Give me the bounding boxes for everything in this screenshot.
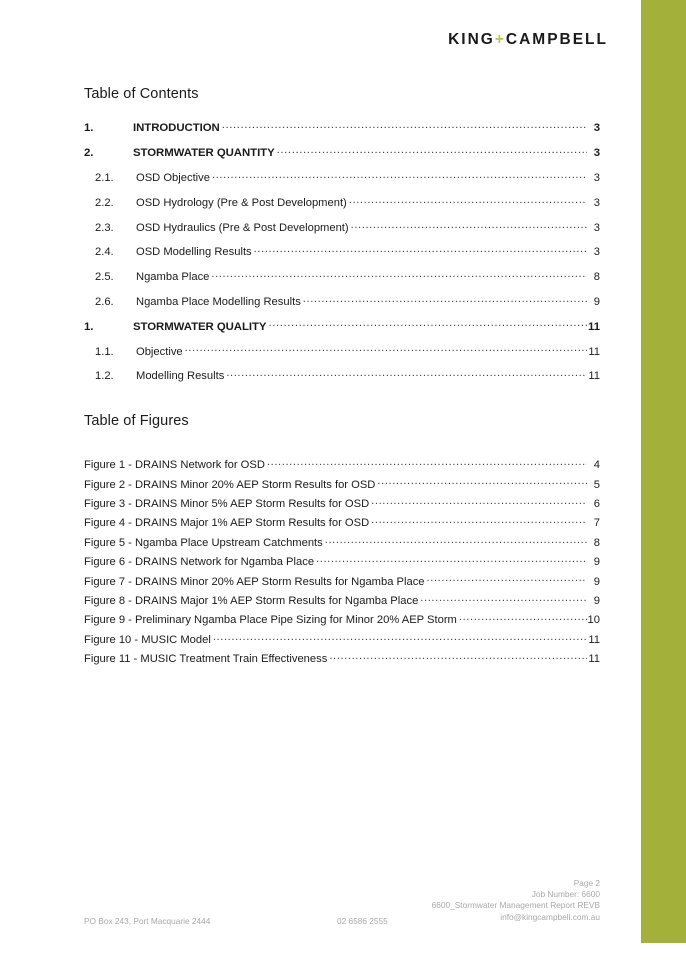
toc-entry-page-number: 11	[588, 320, 600, 333]
figure-entry-label: Figure 8 - DRAINS Major 1% AEP Storm Results for Ngamba Place	[84, 594, 419, 607]
toc-entry-label: OSD Modelling Results	[136, 246, 252, 259]
figure-entry-label: Figure 6 - DRAINS Network for Ngamba Place	[84, 556, 315, 569]
table-of-contents-list	[84, 120, 600, 393]
toc-entry-page-number: 3	[593, 147, 600, 160]
figure-entry-label: Figure 5 - Ngamba Place Upstream Catchments	[84, 536, 323, 549]
toc-entry-label: Ngamba Place	[136, 271, 210, 284]
figure-leader-dots	[316, 554, 587, 565]
toc-leader-dots	[351, 220, 587, 231]
brand-side-band	[641, 0, 686, 943]
figure-entry[interactable]	[84, 593, 600, 607]
toc-entry-number: 2.2.	[95, 197, 114, 210]
toc-entry-label: Ngamba Place Modelling Results	[136, 295, 301, 308]
figure-entry[interactable]	[84, 554, 600, 568]
toc-entry-number: 2.3.	[95, 221, 114, 234]
figure-entry[interactable]	[84, 612, 600, 626]
figure-entry[interactable]	[84, 515, 600, 529]
toc-leader-dots	[349, 195, 587, 206]
toc-entry[interactable]	[84, 269, 600, 283]
figure-entry-page-number: 10	[587, 614, 600, 627]
figure-entry[interactable]	[84, 476, 600, 490]
figure-entry-label: Figure 3 - DRAINS Minor 5% AEP Storm Results for OSD	[84, 497, 370, 510]
toc-entry-label: INTRODUCTION	[133, 122, 220, 135]
toc-entry-label: Objective	[136, 345, 183, 358]
figure-entry-page-number: 11	[588, 633, 600, 646]
toc-leader-dots	[211, 269, 587, 280]
toc-entry[interactable]	[84, 244, 600, 258]
figure-entry-label: Figure 4 - DRAINS Major 1% AEP Storm Results for OSD	[84, 517, 370, 530]
toc-entry-page-number: 3	[593, 122, 600, 135]
toc-entry-page-number: 3	[593, 172, 600, 185]
toc-leader-dots	[185, 343, 587, 354]
footer-page-label: Page 2	[573, 878, 600, 888]
toc-entry[interactable]	[84, 368, 600, 382]
toc-entry-label: OSD Hydraulics (Pre & Post Development)	[136, 221, 349, 234]
toc-leader-dots	[277, 145, 587, 156]
figure-entry[interactable]	[84, 535, 600, 549]
figure-leader-dots	[459, 612, 587, 623]
figure-entry[interactable]	[84, 457, 600, 471]
figure-leader-dots	[427, 573, 587, 584]
figure-leader-dots	[371, 496, 587, 507]
toc-entry-number: 1.	[84, 122, 94, 135]
logo-text-campbell: CAMPBELL	[505, 31, 608, 48]
footer-document-info	[432, 878, 600, 923]
figure-entry-label: Figure 7 - DRAINS Minor 20% AEP Storm Results for Ngamba Place	[84, 575, 425, 588]
toc-entry-number: 2.6.	[95, 295, 114, 308]
toc-entry-number: 2.1.	[95, 172, 114, 185]
toc-entry[interactable]	[84, 343, 600, 357]
toc-entry[interactable]	[84, 318, 600, 333]
king-campbell-logo	[418, 31, 608, 49]
toc-entry-page-number: 8	[593, 271, 600, 284]
figure-leader-dots	[325, 535, 587, 546]
logo-plus-icon: +	[494, 31, 506, 48]
figure-leader-dots	[213, 632, 587, 643]
toc-entry-page-number: 9	[593, 295, 600, 308]
figure-entry-page-number: 4	[593, 459, 600, 472]
figure-entry-label: Figure 9 - Preliminary Ngamba Place Pipe Sizing for Minor 20% AEP Storm	[84, 614, 457, 627]
toc-leader-dots	[303, 294, 587, 305]
toc-entry-label: STORMWATER QUALITY	[133, 320, 267, 333]
footer-job-number: Job Number: 6600	[531, 889, 600, 900]
figure-entry[interactable]	[84, 573, 600, 587]
toc-entry-number: 2.5.	[95, 271, 114, 284]
toc-entry[interactable]	[84, 220, 600, 234]
footer-phone: 02 6586 2555	[337, 916, 388, 926]
figure-entry-page-number: 9	[593, 594, 600, 607]
figure-entry-page-number: 7	[593, 517, 600, 530]
figure-leader-dots	[377, 476, 587, 487]
figure-entry-page-number: 5	[593, 478, 600, 491]
toc-leader-dots	[254, 244, 587, 255]
footer-address: PO Box 243, Port Macquarie 2444	[84, 916, 211, 926]
figure-entry-page-number: 9	[593, 556, 600, 569]
toc-entry-number: 2.	[84, 147, 94, 160]
toc-entry-page-number: 11	[588, 370, 600, 383]
figure-entry-label: Figure 11 - MUSIC Treatment Train Effectiveness	[84, 653, 328, 666]
toc-entry-number: 2.4.	[95, 246, 114, 259]
figure-entry-label: Figure 2 - DRAINS Minor 20% AEP Storm Results for OSD	[84, 478, 376, 491]
toc-entry[interactable]	[84, 170, 600, 184]
figure-entry[interactable]	[84, 496, 600, 510]
figure-entry-page-number: 8	[593, 536, 600, 549]
toc-entry-number: 1.	[84, 320, 94, 333]
toc-entry-page-number: 3	[593, 197, 600, 210]
toc-entry-number: 1.2.	[95, 370, 114, 383]
toc-entry-number: 1.1.	[95, 345, 114, 358]
toc-leader-dots	[268, 318, 587, 329]
toc-leader-dots	[222, 120, 587, 131]
toc-entry-page-number: 3	[593, 246, 600, 259]
figure-entry[interactable]	[84, 651, 600, 665]
footer-document-name: 6600_Stormwater Management Report REVB	[431, 900, 600, 911]
toc-entry[interactable]	[84, 294, 600, 308]
toc-entry-label: Modelling Results	[136, 370, 225, 383]
figure-entry-label: Figure 10 - MUSIC Model	[84, 633, 211, 646]
table-of-figures-list	[84, 457, 600, 670]
figure-entry-page-number: 11	[588, 653, 600, 666]
figure-leader-dots	[267, 457, 587, 468]
toc-entry[interactable]	[84, 195, 600, 209]
figure-leader-dots	[329, 651, 587, 662]
toc-entry-page-number: 3	[593, 221, 600, 234]
toc-entry[interactable]	[84, 145, 600, 160]
toc-entry-page-number: 11	[588, 345, 600, 358]
table-of-contents-heading: Table of Contents	[84, 86, 199, 102]
toc-entry-label: OSD Hydrology (Pre & Post Development)	[136, 197, 347, 210]
toc-leader-dots	[212, 170, 587, 181]
figure-entry-page-number: 6	[593, 497, 600, 510]
figure-entry[interactable]	[84, 632, 600, 646]
toc-entry[interactable]	[84, 120, 600, 135]
figure-leader-dots	[371, 515, 587, 526]
toc-entry-label: OSD Objective	[136, 172, 210, 185]
logo-text-king: KING	[448, 31, 495, 48]
table-of-figures-heading: Table of Figures	[84, 413, 189, 429]
figure-entry-label: Figure 1 - DRAINS Network for OSD	[84, 459, 265, 472]
figure-entry-page-number: 9	[593, 575, 600, 588]
footer-email: info@kingcampbell.com.au	[500, 911, 600, 922]
toc-entry-label: STORMWATER QUANTITY	[133, 147, 275, 160]
figure-leader-dots	[420, 593, 587, 604]
toc-leader-dots	[226, 368, 587, 379]
